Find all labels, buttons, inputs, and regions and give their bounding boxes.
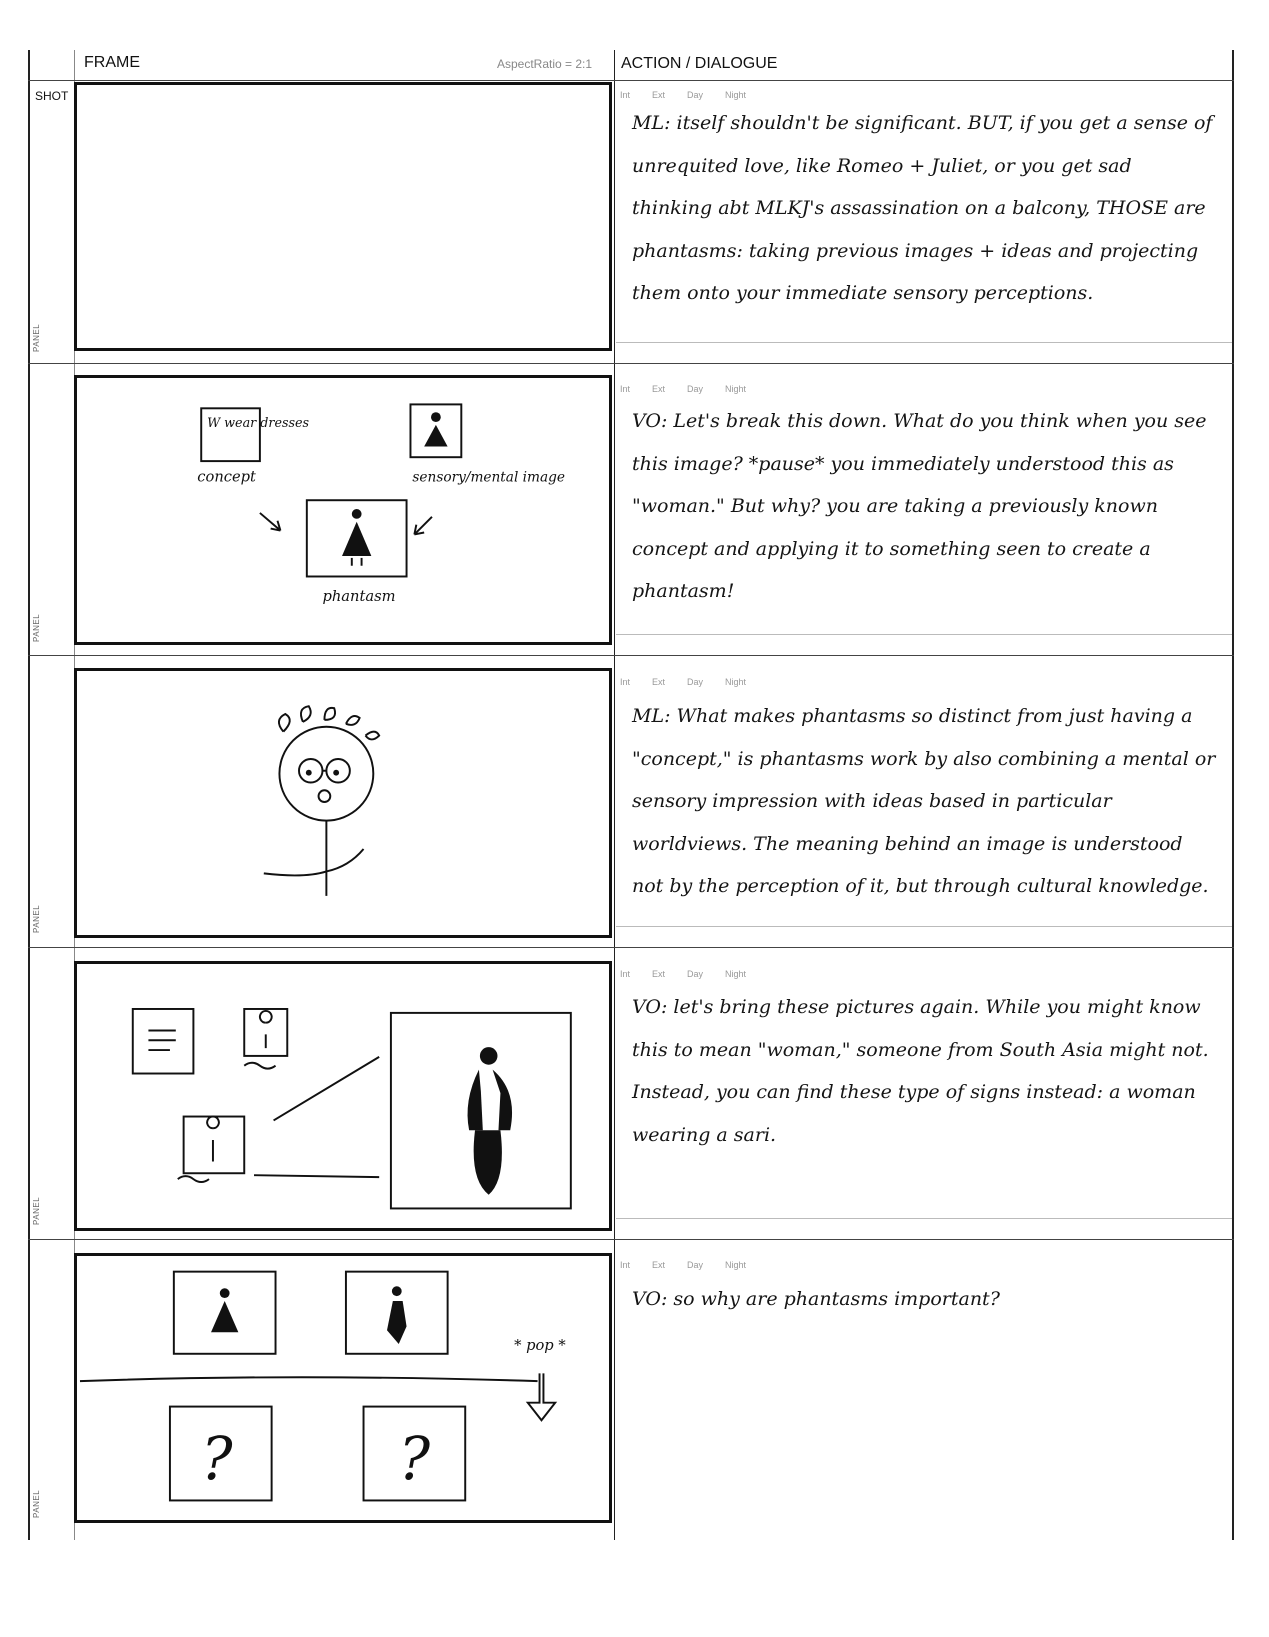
panel-1-tags bbox=[620, 90, 768, 100]
header-bottom-line bbox=[28, 80, 1234, 81]
panel-3-dialogue: ML: What makes phantasms so distinct from just having a "concept," is phantasms work by also combining a mental or sensory impression with ideas based in particular worldviews. The meaning behind an image is understood not by the perception of it, but through cultural knowledge. bbox=[632, 705, 1216, 897]
tag-ext: Ext bbox=[652, 1260, 666, 1270]
panel-4-dialogue: VO: let's bring these pictures again. While you might know this to mean "woman," someone from South Asia might not. Instead, you can find these type of signs instead: a woman wearing a sari. bbox=[632, 996, 1209, 1146]
action-dialogue-header: ACTION / DIALOGUE bbox=[621, 55, 778, 72]
right-border-line bbox=[1232, 50, 1234, 1540]
tag-int: Int bbox=[620, 90, 631, 100]
panel-5-tags bbox=[620, 1260, 768, 1270]
tag-night: Night bbox=[725, 1260, 747, 1270]
panel-5-sketch bbox=[77, 1256, 609, 1520]
tag-night: Night bbox=[725, 677, 747, 687]
panel-label: PANEL bbox=[32, 904, 41, 933]
tag-int: Int bbox=[620, 969, 631, 979]
sketch-box-text: W wear dresses bbox=[207, 414, 310, 430]
row-separator bbox=[28, 363, 1234, 364]
tag-night: Night bbox=[725, 90, 747, 100]
panel-3-sketch bbox=[77, 671, 609, 935]
panel-4-tags bbox=[620, 969, 768, 979]
tag-day: Day bbox=[687, 1260, 704, 1270]
tag-ext: Ext bbox=[652, 677, 666, 687]
tag-ext: Ext bbox=[652, 90, 666, 100]
tag-day: Day bbox=[687, 969, 704, 979]
panel-label: PANEL bbox=[32, 323, 41, 352]
row-separator bbox=[28, 947, 1234, 948]
row-separator bbox=[616, 1218, 1232, 1219]
tag-day: Day bbox=[687, 677, 704, 687]
panel-label: PANEL bbox=[32, 1196, 41, 1225]
panel-4-frame bbox=[74, 961, 612, 1231]
panel-1-frame bbox=[74, 82, 612, 351]
left-border-line bbox=[28, 50, 30, 1540]
panel-5-dialogue: VO: so why are phantasms important? bbox=[632, 1288, 1000, 1310]
row-separator bbox=[616, 634, 1232, 635]
tag-int: Int bbox=[620, 384, 631, 394]
row-separator bbox=[616, 342, 1232, 343]
tag-day: Day bbox=[687, 384, 704, 394]
panel-4-sketch bbox=[77, 964, 609, 1228]
question-mark-icon: ? bbox=[201, 1424, 233, 1493]
panel-3-tags bbox=[620, 677, 768, 687]
sketch-concept-label: concept bbox=[197, 468, 256, 486]
sketch-sensory-label: sensory/mental image bbox=[412, 469, 566, 486]
panel-label: PANEL bbox=[32, 613, 41, 642]
tag-ext: Ext bbox=[652, 384, 666, 394]
row-separator bbox=[28, 655, 1234, 656]
panel-2-frame bbox=[74, 375, 612, 645]
panel-3-frame bbox=[74, 668, 612, 938]
panel-label: PANEL bbox=[32, 1489, 41, 1518]
row-separator bbox=[28, 1239, 1234, 1240]
tag-ext: Ext bbox=[652, 969, 666, 979]
tag-night: Night bbox=[725, 384, 747, 394]
panel-2-dialogue: VO: Let's break this down. What do you think when you see this image? *pause* you immediately understood this as "woman." But why? you are taking a previously known concept and applying it to something seen to create a phantasm! bbox=[632, 410, 1207, 602]
tag-night: Night bbox=[725, 969, 747, 979]
frame-header: FRAME bbox=[84, 54, 140, 71]
tag-day: Day bbox=[687, 90, 704, 100]
panel-5-frame bbox=[74, 1253, 612, 1523]
panel-2-sketch bbox=[77, 378, 609, 642]
action-column-line bbox=[614, 50, 615, 1540]
shot-label: SHOT bbox=[35, 89, 69, 103]
sketch-phantasm-label: phantasm bbox=[322, 587, 396, 605]
pop-label: * pop * bbox=[514, 1336, 566, 1354]
panel-1-dialogue: ML: itself shouldn't be significant. BUT, if you get a sense of unrequited love, like Romeo + Juliet, or you get sad thinking abt MLKJ's assassination on a balcony, THOSE are phantasms: taking previous images + ideas and projecting them onto your immediate sensory perceptions. bbox=[632, 112, 1213, 304]
aspect-ratio-label: AspectRatio = 2:1 bbox=[497, 57, 593, 71]
row-separator bbox=[616, 926, 1232, 927]
question-mark-icon: ? bbox=[398, 1424, 431, 1493]
tag-int: Int bbox=[620, 677, 631, 687]
panel-2-tags bbox=[620, 384, 768, 394]
tag-int: Int bbox=[620, 1260, 631, 1270]
